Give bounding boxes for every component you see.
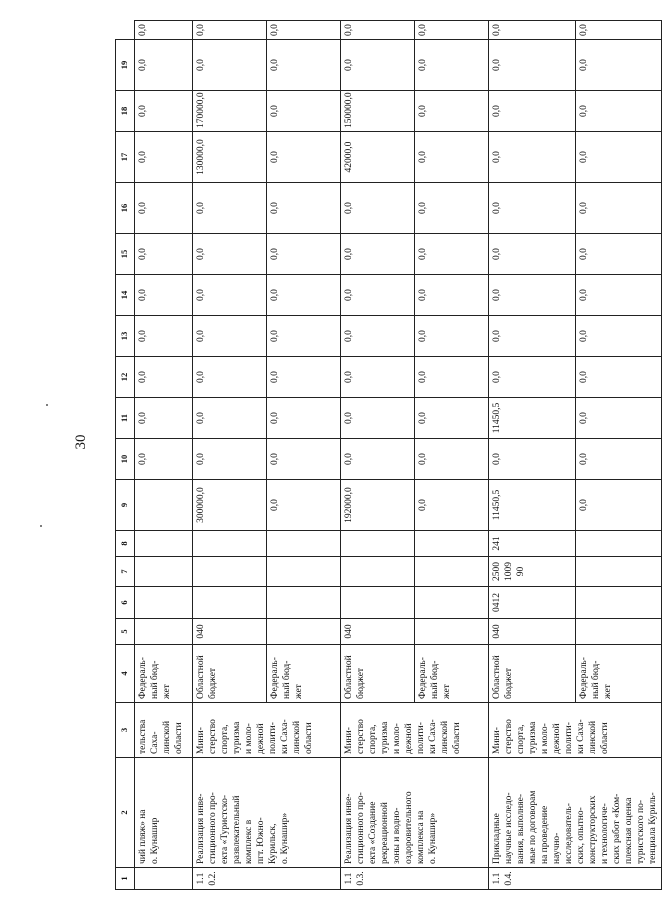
item-name-cell: Прикладные научные исследо- вания, выполняе- мые по договорам на проведение научно- исследователь- ских, опытно- конструкторских и технологиче- ских работ «Ком- плексная оценка туристского по- тенциала Куриль- bbox=[489, 758, 662, 868]
amount-cell: 0,0 bbox=[135, 439, 193, 480]
amount-cell: 0,0 bbox=[135, 357, 193, 398]
funding-source-cell: Областной бюджет bbox=[489, 645, 576, 703]
item-number-cell: 1.1 0.4. bbox=[489, 868, 662, 890]
column-number: 3 bbox=[116, 703, 135, 758]
budget-code-cell: 040 bbox=[193, 619, 267, 645]
amount-cell bbox=[135, 480, 193, 531]
budget-table bbox=[115, 20, 662, 890]
amount-cell: 0,0 bbox=[575, 398, 662, 439]
budget-code-cell bbox=[267, 587, 341, 619]
amount-cell: 0,0 bbox=[267, 316, 341, 357]
amount-cell: 0,0 bbox=[415, 183, 489, 234]
amount-cell: 0,0 bbox=[193, 439, 267, 480]
amount-cell: 130000,0 bbox=[193, 132, 267, 183]
amount-cell: 0,0 bbox=[341, 234, 415, 275]
budget-code-cell: 2500 1009 90 bbox=[489, 557, 576, 587]
column-number: 5 bbox=[116, 619, 135, 645]
funding-source-cell: Федераль- ный бюд- жет bbox=[267, 645, 341, 703]
table-row bbox=[135, 21, 193, 890]
item-name-cell: чий пляж» на о. Кунашир bbox=[135, 758, 193, 868]
amount-cell: 11450,5 bbox=[489, 398, 576, 439]
amount-cell: 170000,0 bbox=[193, 91, 267, 132]
funding-source-cell: Федераль- ный бюд- жет bbox=[135, 645, 193, 703]
amount-cell: 0,0 bbox=[575, 275, 662, 316]
column-number: 17 bbox=[116, 132, 135, 183]
amount-cell: 0,0 bbox=[341, 357, 415, 398]
table-row bbox=[489, 21, 576, 890]
budget-code-cell bbox=[267, 557, 341, 587]
budget-code-cell bbox=[575, 619, 662, 645]
budget-code-cell bbox=[135, 557, 193, 587]
column-number: 11 bbox=[116, 398, 135, 439]
column-number: 9 bbox=[116, 480, 135, 531]
amount-cell: 0,0 bbox=[135, 275, 193, 316]
amount-cell: 0,0 bbox=[575, 21, 662, 40]
amount-cell: 0,0 bbox=[267, 40, 341, 91]
amount-cell: 0,0 bbox=[135, 183, 193, 234]
amount-cell: 0,0 bbox=[135, 40, 193, 91]
column-number: 6 bbox=[116, 587, 135, 619]
budget-code-cell bbox=[193, 587, 267, 619]
table-row bbox=[193, 21, 267, 890]
amount-cell: 0,0 bbox=[489, 91, 576, 132]
table-row bbox=[341, 21, 415, 890]
amount-cell: 0,0 bbox=[575, 132, 662, 183]
amount-cell: 0,0 bbox=[489, 183, 576, 234]
amount-cell: 0,0 bbox=[415, 480, 489, 531]
amount-cell: 0,0 bbox=[267, 439, 341, 480]
amount-cell: 0,0 bbox=[575, 183, 662, 234]
column-number: 7 bbox=[116, 557, 135, 587]
scan-speck bbox=[46, 404, 48, 406]
funding-source-cell: Областной бюджет bbox=[341, 645, 415, 703]
amount-cell: 0,0 bbox=[193, 183, 267, 234]
amount-cell: 0,0 bbox=[267, 398, 341, 439]
budget-code-cell bbox=[135, 587, 193, 619]
amount-cell: 0,0 bbox=[415, 132, 489, 183]
amount-cell: 0,0 bbox=[415, 234, 489, 275]
amount-cell: 0,0 bbox=[193, 316, 267, 357]
amount-cell: 0,0 bbox=[575, 40, 662, 91]
item-name-cell: Реализация инве- стиционного про- екта «Туристско- развлекательный комплекс в пгт. Южно- Курильск, о. Кунашир» bbox=[193, 758, 341, 868]
amount-cell: 0,0 bbox=[135, 91, 193, 132]
amount-cell: 192000,0 bbox=[341, 480, 415, 531]
amount-cell: 0,0 bbox=[341, 275, 415, 316]
amount-cell: 0,0 bbox=[341, 316, 415, 357]
amount-cell: 42000,0 bbox=[341, 132, 415, 183]
executor-cell: Мини- стерство спорта, туризма и моло- дежной полити- ки Саха- линской области bbox=[489, 703, 662, 758]
column-number: 12 bbox=[116, 357, 135, 398]
amount-cell: 0,0 bbox=[415, 91, 489, 132]
executor-cell: Мини- стерство спорта, туризма и моло- дежной полити- ки Саха- линской области bbox=[193, 703, 341, 758]
amount-cell: 0,0 bbox=[575, 357, 662, 398]
amount-cell: 0,0 bbox=[267, 21, 341, 40]
amount-cell: 0,0 bbox=[341, 398, 415, 439]
column-number: 8 bbox=[116, 531, 135, 557]
budget-code-cell bbox=[341, 557, 415, 587]
amount-cell: 0,0 bbox=[135, 21, 193, 40]
amount-cell: 0,0 bbox=[267, 234, 341, 275]
column-number: 1 bbox=[116, 868, 135, 890]
amount-cell: 300000,0 bbox=[193, 480, 267, 531]
amount-cell: 150000,0 bbox=[341, 91, 415, 132]
column-number: 18 bbox=[116, 91, 135, 132]
item-number-cell: 1.1 0.3. bbox=[341, 868, 489, 890]
amount-cell: 0,0 bbox=[575, 316, 662, 357]
item-number-cell: 1.1 0.2. bbox=[193, 868, 341, 890]
amount-cell: 0,0 bbox=[575, 480, 662, 531]
budget-code-cell bbox=[415, 587, 489, 619]
budget-code-cell bbox=[575, 557, 662, 587]
budget-code-cell bbox=[415, 619, 489, 645]
column-number: 14 bbox=[116, 275, 135, 316]
budget-code-cell bbox=[415, 531, 489, 557]
budget-code-cell bbox=[193, 531, 267, 557]
amount-cell: 0,0 bbox=[415, 40, 489, 91]
amount-cell: 0,0 bbox=[415, 316, 489, 357]
amount-cell: 0,0 bbox=[193, 21, 267, 40]
amount-cell: 0,0 bbox=[415, 398, 489, 439]
amount-cell: 0,0 bbox=[415, 275, 489, 316]
amount-cell: 0,0 bbox=[135, 398, 193, 439]
budget-code-cell bbox=[341, 587, 415, 619]
budget-code-cell bbox=[267, 619, 341, 645]
amount-cell: 0,0 bbox=[267, 357, 341, 398]
amount-cell: 0,0 bbox=[267, 275, 341, 316]
funding-source-cell: Федераль- ный бюд- жет bbox=[415, 645, 489, 703]
amount-cell: 0,0 bbox=[489, 21, 576, 40]
column-number: 15 bbox=[116, 234, 135, 275]
budget-code-cell: 040 bbox=[489, 619, 576, 645]
amount-cell: 0,0 bbox=[193, 234, 267, 275]
budget-table-rotated bbox=[115, 20, 658, 890]
amount-cell: 0,0 bbox=[489, 316, 576, 357]
column-number: 10 bbox=[116, 439, 135, 480]
column-number: 19 bbox=[116, 40, 135, 91]
amount-cell: 0,0 bbox=[415, 357, 489, 398]
scan-speck bbox=[40, 525, 42, 527]
budget-code-cell bbox=[135, 531, 193, 557]
column-number-row bbox=[116, 21, 135, 890]
column-number: 13 bbox=[116, 316, 135, 357]
amount-cell: 0,0 bbox=[415, 21, 489, 40]
amount-cell: 0,0 bbox=[575, 91, 662, 132]
column-number: 4 bbox=[116, 645, 135, 703]
amount-cell: 0,0 bbox=[135, 316, 193, 357]
amount-cell: 0,0 bbox=[489, 132, 576, 183]
item-name-cell: Реализация инве- стиционного про- екта «Создание рекреационной зоны и водно- оздоровительного комплекса на о. Кунашир» bbox=[341, 758, 489, 868]
amount-cell: 0,0 bbox=[575, 234, 662, 275]
amount-cell: 0,0 bbox=[341, 183, 415, 234]
amount-cell: 0,0 bbox=[489, 439, 576, 480]
page-number: 30 bbox=[73, 434, 89, 450]
budget-code-cell bbox=[341, 531, 415, 557]
amount-cell: 0,0 bbox=[341, 439, 415, 480]
amount-cell: 0,0 bbox=[135, 234, 193, 275]
amount-cell: 0,0 bbox=[341, 40, 415, 91]
amount-cell: 0,0 bbox=[415, 439, 489, 480]
amount-cell: 0,0 bbox=[193, 398, 267, 439]
executor-cell: тельства Саха- линской области bbox=[135, 703, 193, 758]
budget-code-cell bbox=[575, 587, 662, 619]
amount-cell: 0,0 bbox=[267, 183, 341, 234]
amount-cell: 0,0 bbox=[489, 234, 576, 275]
amount-cell: 0,0 bbox=[489, 357, 576, 398]
item-number-cell bbox=[135, 868, 193, 890]
amount-cell: 0,0 bbox=[267, 132, 341, 183]
amount-cell: 0,0 bbox=[193, 357, 267, 398]
amount-cell: 0,0 bbox=[341, 21, 415, 40]
column-number: 2 bbox=[116, 758, 135, 868]
funding-source-cell: Областной бюджет bbox=[193, 645, 267, 703]
amount-cell: 0,0 bbox=[193, 275, 267, 316]
budget-code-cell: 241 bbox=[489, 531, 576, 557]
executor-cell: Мини- стерство спорта, туризма и моло- дежной полити- ки Саха- линской области bbox=[341, 703, 489, 758]
amount-cell: 0,0 bbox=[489, 275, 576, 316]
budget-code-cell bbox=[267, 531, 341, 557]
funding-source-cell: Федераль- ный бюд- жет bbox=[575, 645, 662, 703]
amount-cell: 0,0 bbox=[193, 40, 267, 91]
budget-code-cell bbox=[193, 557, 267, 587]
amount-cell: 0,0 bbox=[575, 439, 662, 480]
amount-cell: 0,0 bbox=[135, 132, 193, 183]
budget-code-cell: 040 bbox=[341, 619, 415, 645]
budget-code-cell: 0412 bbox=[489, 587, 576, 619]
amount-cell: 0,0 bbox=[267, 91, 341, 132]
amount-cell: 11450,5 bbox=[489, 480, 576, 531]
budget-code-cell bbox=[135, 619, 193, 645]
budget-code-cell bbox=[415, 557, 489, 587]
column-number: 16 bbox=[116, 183, 135, 234]
amount-cell: 0,0 bbox=[267, 480, 341, 531]
amount-cell: 0,0 bbox=[489, 40, 576, 91]
budget-code-cell bbox=[575, 531, 662, 557]
